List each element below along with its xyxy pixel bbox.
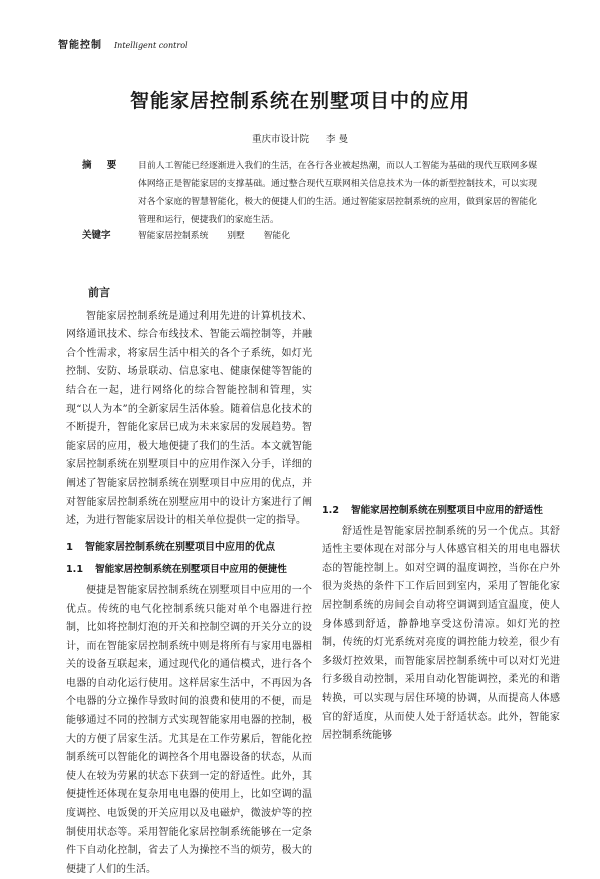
section-1-2-number: 1.2 [322, 505, 339, 516]
section-1-heading [66, 539, 312, 558]
author-line [0, 131, 600, 145]
section-1-1-heading [66, 561, 312, 580]
article-title: 智能家居控制系统在别墅项目中的应用 [129, 90, 470, 112]
running-head [58, 36, 188, 51]
running-head-section: 智能控制 [58, 40, 102, 51]
section-1-2-title: 智能家居控制系统在别墅项目中应用的舒适性 [351, 505, 543, 516]
section-1-1-number: 1.1 [66, 564, 83, 576]
running-head-english: Intelligent control [114, 41, 188, 50]
section-1-title: 智能家居控制系统在别墅项目中应用的优点 [84, 541, 275, 553]
keywords-label: 关键字 [82, 230, 111, 241]
author-name: 李 曼 [326, 134, 349, 145]
keyword: 智能家居控制系统 [138, 231, 209, 241]
author-affiliation: 重庆市设计院 [251, 134, 309, 145]
keyword: 智能化 [263, 231, 290, 241]
right-column [322, 270, 560, 746]
section-1-number: 1 [66, 541, 73, 553]
intro-paragraph: 智能家居控制系统是通过利用先进的计算机技术、网络通讯技术、综合布线技术、智能云端控制等，并融合个性需求，将家居生活中相关的各个子系统，如灯光控制、安防、场景联动、信息家电、健康保健等智能的结合在一起，进行网络化的综合智能控制和管理，实现“以人为本”的全新家居生活体验。随着信息化技术的不断提升，智能化家居已成为未来家居的发展趋势。智能家居的应用，极大地便捷了我们的生活。本文就智能家居控制系统在别墅项目中的应用作深入分手，详细的阐述了智能家居控制系统在别墅项目中应用的优点，并对智能家居控制系统在别墅应用中的设计方案进行了阐述，为进行智能家居设计的相关单位提供一定的指导。 [66, 310, 312, 527]
section-1-1-paragraph: 便捷是智能家居控制系统在别墅项目中应用的一个优点。传统的电气化控制系统只能对单个电器进行控制，比如将控制灯泡的开关和控制空调的开关分立的设计，而在智能家居控制系统中则是将所有与家用电器相关的设备互联起来，通过现代化的通信模式，进行各个电器的自动化运行使用。这样居家生活中，不再因为各个电器的分立操作导致时间的浪费和使用的不便，而是能够通过不同的控制方式实现智能家用电器的控制，极大的方便了居家生活。尤其是在工作劳累后，智能化控制系统可以智能化的调控各个用电器设备的状态，从而使人在较为劳累的状态下获到一定的舒适性。此外，其便捷性还体现在复杂用电电器的使用上，比如空调的温度调控、电饭煲的开关应用以及电磁炉，微波炉等的控制使用状态等。采用智能化家居控制系统能够在一定条件下自动化控制，省去了人为操控不当的烦劳，极大的便捷了人们的生活。 [66, 584, 312, 875]
section-1-1-title: 智能家居控制系统在别墅项目中应用的便捷性 [95, 564, 287, 576]
keyword: 别墅 [227, 231, 245, 241]
abstract-text: 目前人工智能已经逐渐进入我们的生活，在各行各业被起热潮，而以人工智能为基础的现代互联网多媒体网络正是智能家居的支撑基础。通过整合现代互联网相关信息技术为一体的新型控制技术，可以实现对各个家庭的智慧智能化，极大的便捷人们的生活。通过智能家居控制系统的应用，做到家居的智能化管理和运行，便捷我们的家庭生活。 [138, 161, 537, 225]
abstract-label: 摘 要 [82, 160, 123, 171]
abstract [82, 157, 537, 229]
left-column [66, 270, 312, 879]
keywords-list [138, 227, 290, 245]
section-1-2-heading [322, 502, 560, 521]
section-1-2-paragraph: 舒适性是智能家居控制系统的另一个优点。其舒适性主要体现在对部分与人体感官相关的用电电器状态的智能控制上。如对空调的温度调控，当你在户外很为炎热的条件下工作后回到室内，采用了智能化家居控制系统的房间会自动将空调调到适宜温度，使人身体感到舒适，静静地享受这份清凉。如灯光的控制，传统的灯光系统对亮度的调控能力较差，很少有多级灯控效果，而智能家居控制系统中可以对灯光进行多级自动控制，采用自动化智能调控，柔光的和谐转换，可以实现与居住环境的协调，从而提高人体感官的舒适度，从而使人处于舒适状态。此外，智能家居控制系统能够 [322, 525, 560, 742]
intro-heading: 前言 [88, 286, 110, 299]
keywords [82, 227, 537, 245]
